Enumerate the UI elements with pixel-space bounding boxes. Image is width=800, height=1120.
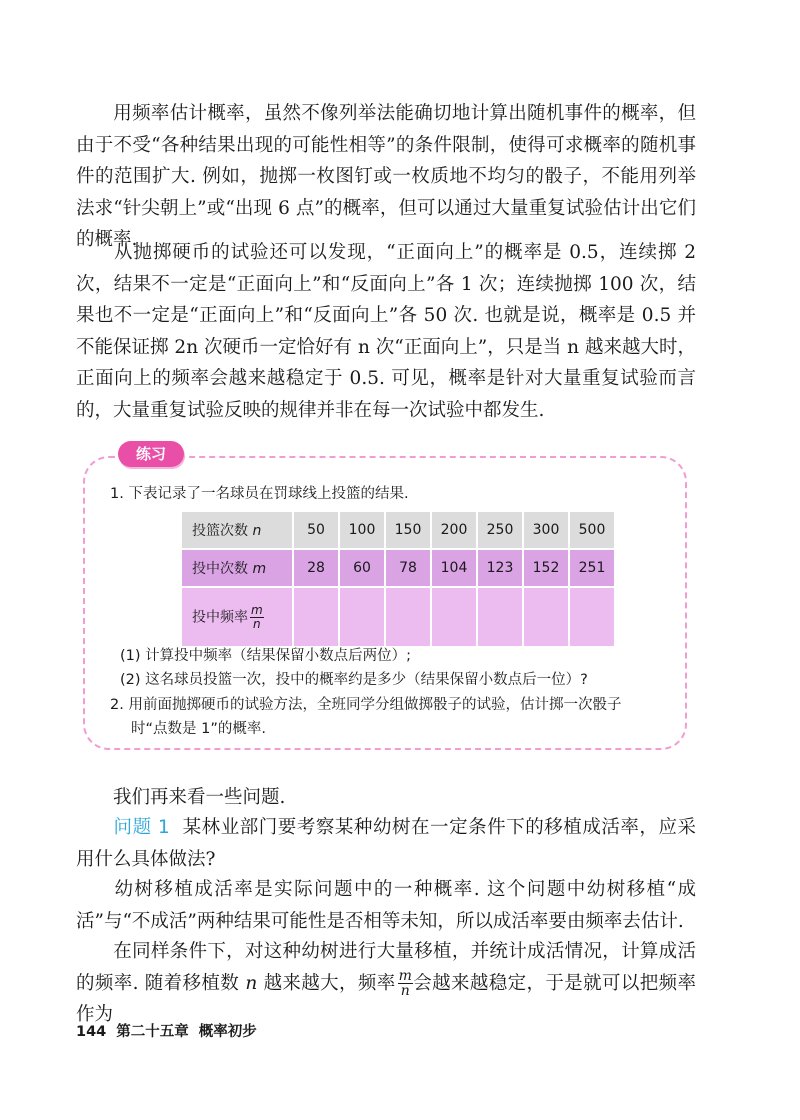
- table-row-header: [181, 511, 293, 549]
- paragraph-3-text: 我们再来看一些问题.: [113, 787, 286, 808]
- paragraph-5-text-3: 会越来越稳定，于是就可以把频率作为: [76, 972, 696, 1026]
- table-cell: 104: [431, 549, 477, 587]
- table-row: [181, 549, 615, 587]
- page-number: 144: [76, 1024, 107, 1040]
- exercise-question-1-sub-2: (2) 这名球员投篮一次，投中的概率约是多少（结果保留小数点后一位）?: [120, 672, 588, 688]
- table-cell: 50: [293, 511, 339, 549]
- table-cell: 250: [477, 511, 523, 549]
- paragraph-2-text: 从抛掷硬币的试验还可以发现，“正面向上”的概率是 0.5，连续掷 2 次，结果不一定是“正面向上”和“反面向上”各 1 次；连续抛掷 100 次，结果也不一定是“正面向上”和“反面向上”各 50 次. 也就是说，概率是 0.5 并不能保证掷 2n 次硬币一定恰好有 n 次“正面向上”，只是当 n 越来越大时，正面向上的频率会越来越稳定于 0.5. 可见，概率是针对大量重复试验而言的，大量重复试验反映的规律并非在每一次试验中都发生.: [76, 242, 696, 421]
- basketball-table: [180, 510, 616, 648]
- paragraph-5-text-1: 在同样条件下，对这种幼树进行大量移植，并统计成活情况，计算成活的频率. 随着移植数: [76, 941, 696, 994]
- table-cell-empty: [569, 587, 615, 647]
- table-cell: 150: [385, 511, 431, 549]
- table-row-header: [181, 549, 293, 587]
- table-row: [181, 587, 615, 647]
- paragraph-5-text-2: 越来越大，频率: [263, 972, 396, 994]
- row-label: 投中次数: [192, 561, 248, 577]
- problem-1-text: 某林业部门要考察某种幼树在一定条件下的移植成活率，应采用什么具体做法?: [76, 817, 696, 870]
- paragraph-transplant-rate: [76, 874, 696, 937]
- paragraph-4-text: 幼树移植成活率是实际问题中的一种概率. 这个问题中幼树移植“成活”与“不成活”两种结果可能性是否相等未知，所以成活率要由频率去估计.: [76, 879, 696, 932]
- table-cell-empty: [431, 587, 477, 647]
- paragraph-same-conditions: [76, 936, 696, 1031]
- table-cell-empty: [523, 587, 569, 647]
- fraction-numerator: m: [251, 602, 263, 617]
- table-cell: 200: [431, 511, 477, 549]
- page-footer: [76, 1020, 267, 1041]
- table-cell: 152: [523, 549, 569, 587]
- exercise-question-2-line-2: 时“点数是 1”的概率.: [131, 721, 266, 737]
- table-cell-empty: [339, 587, 385, 647]
- table-cell-empty: [385, 587, 431, 647]
- row-label: 投中频率: [192, 609, 248, 625]
- table-cell-empty: [293, 587, 339, 647]
- table-cell-empty: [477, 587, 523, 647]
- fraction: [398, 969, 413, 998]
- table-cell: 300: [523, 511, 569, 549]
- table-cell: 500: [569, 511, 615, 549]
- fraction-numerator: m: [398, 968, 412, 985]
- table-cell: 100: [339, 511, 385, 549]
- table-row-header: [181, 587, 293, 647]
- problem-1-label: 问题 1: [113, 817, 170, 838]
- exercise-question-2-line-1: 2. 用前面抛掷硬币的试验方法，全班同学分组做掷骰子的试验，估计掷一次骰子: [110, 697, 622, 713]
- row-variable: m: [252, 561, 267, 577]
- chapter-number: 第二十五章: [116, 1024, 189, 1040]
- exercise-question-1: 1. 下表记录了一名球员在罚球线上投篮的结果.: [110, 486, 409, 502]
- exercise-question-1-sub-1: (1) 计算投中频率（结果保留小数点后两位）;: [120, 648, 412, 664]
- row-variable: n: [252, 523, 262, 539]
- paragraph-5-variable: n: [245, 972, 258, 994]
- table-row: [181, 511, 615, 549]
- table-cell: 251: [569, 549, 615, 587]
- fraction-denominator: n: [253, 616, 261, 631]
- table-cell: 78: [385, 549, 431, 587]
- paragraph-1-text: 用频率估计概率，虽然不像列举法能确切地计算出随机事件的概率，但由于不受“各种结果出现的可能性相等”的条件限制，使得可求概率的随机事件的范围扩大. 例如，抛掷一枚图钉或一枚质地不均匀的骰子，不能用列举法求“针尖朝上”或“出现 6 点”的概率，但可以通过大量重复试验估计出它们的概率.: [76, 103, 696, 251]
- table-cell: 28: [293, 549, 339, 587]
- paragraph-look-at-problems: [76, 782, 696, 814]
- fraction: [250, 604, 264, 631]
- row-label: 投篮次数: [192, 523, 248, 539]
- chapter-title: 概率初步: [198, 1024, 257, 1040]
- problem-1: [76, 812, 696, 875]
- table-cell: 60: [339, 549, 385, 587]
- table-cell: 123: [477, 549, 523, 587]
- fraction-denominator: n: [400, 983, 410, 1000]
- exercise-tag: 练习: [118, 441, 184, 467]
- paragraph-frequency-estimate: [76, 98, 696, 256]
- paragraph-coin-toss: [76, 237, 696, 427]
